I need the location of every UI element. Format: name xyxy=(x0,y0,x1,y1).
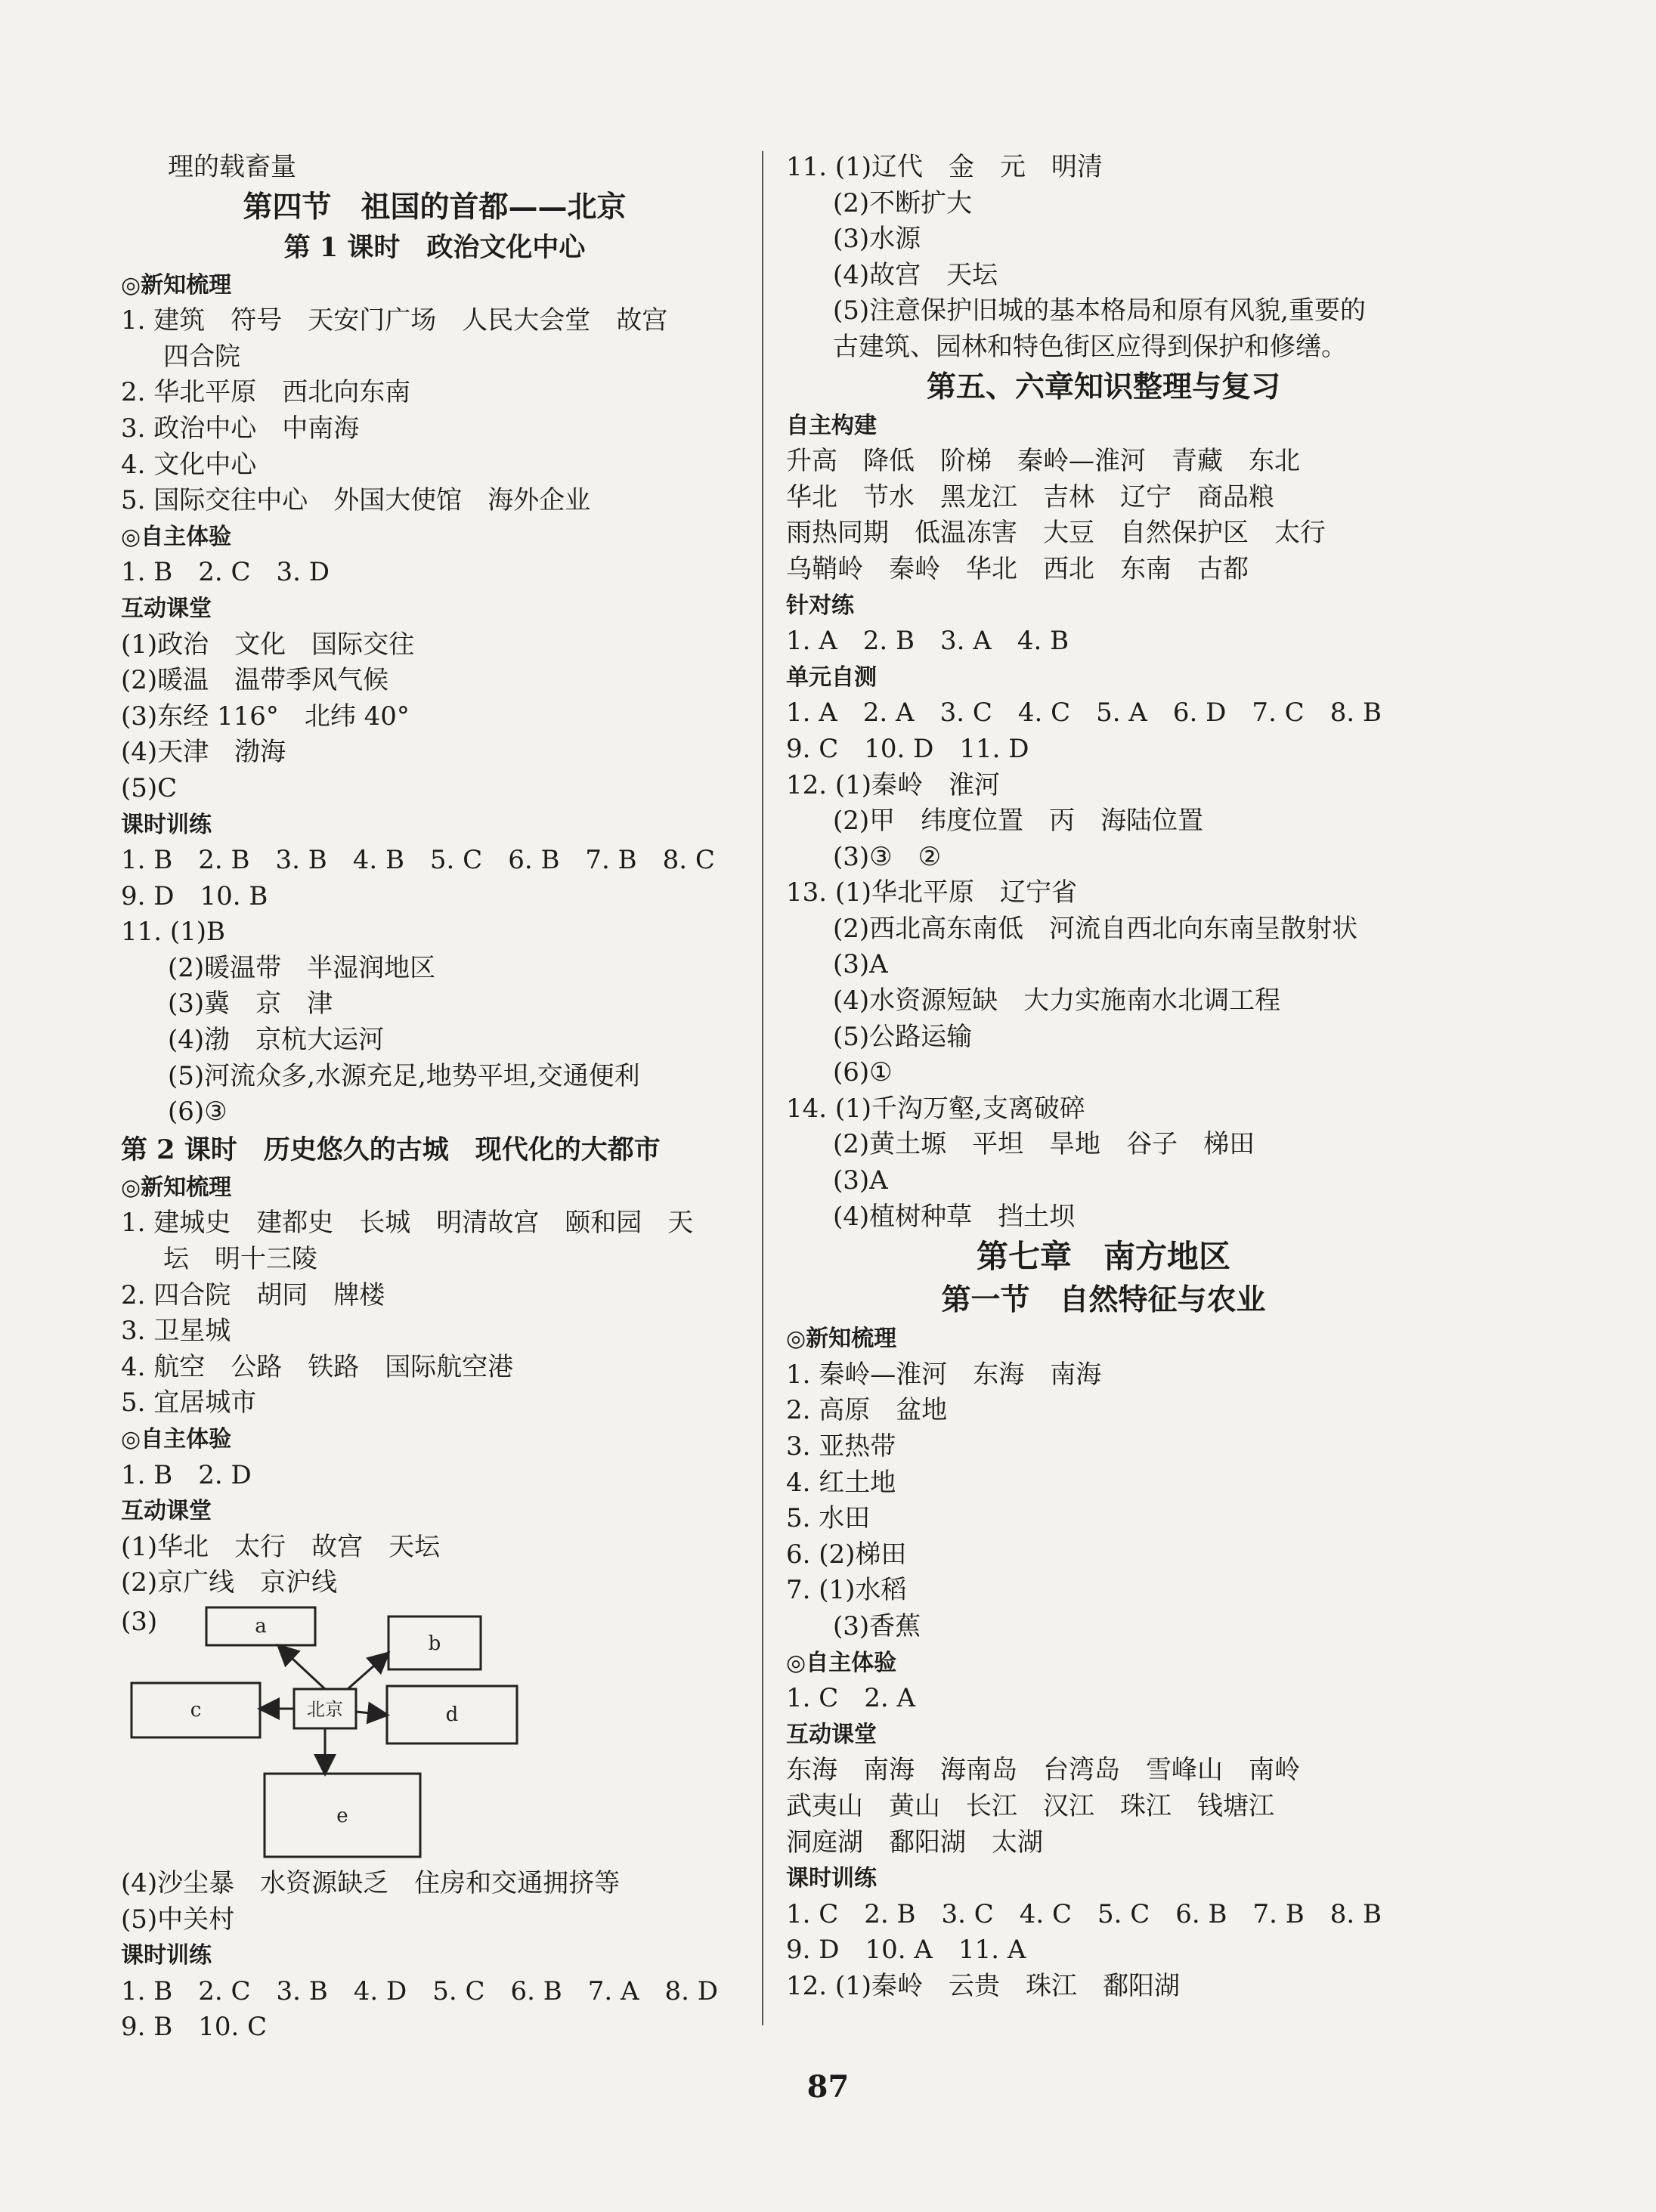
text-line: (2)暖温带 半湿润地区 xyxy=(168,952,436,983)
lesson-heading: 第 2 课时 历史悠久的古城 现代化的大都市 xyxy=(121,1134,661,1165)
text-line: 2. 高原 盆地 xyxy=(786,1395,948,1426)
diagram-label-e: e xyxy=(336,1804,348,1827)
text-line: (3)水源 xyxy=(833,224,921,255)
diagram-label-b: b xyxy=(428,1632,441,1655)
text-line: 华北 节水 黑龙江 吉林 辽宁 商品粮 xyxy=(786,481,1274,512)
text-line: 9. D 10. B xyxy=(121,880,268,911)
text-line: 14. (1)千沟万壑,支离破碎 xyxy=(786,1093,1085,1124)
text-line: 1. 秦岭—淮河 东海 南海 xyxy=(786,1359,1102,1390)
text-line: (4)沙尘暴 水资源缺乏 住房和交通拥挤等 xyxy=(121,1867,621,1898)
chapter-heading: 第七章 南方地区 xyxy=(976,1238,1230,1276)
column-divider xyxy=(762,151,763,2025)
left-column xyxy=(121,150,748,2046)
section-heading: 第一节 自然特征与农业 xyxy=(941,1282,1266,1318)
text-line: (6)① xyxy=(833,1057,893,1088)
beijing-diagram xyxy=(121,1601,748,1866)
text-line: (3)东经 116° 北纬 40° xyxy=(121,701,410,732)
text-line: (4)渤 京杭大运河 xyxy=(168,1025,385,1056)
text-line: (5)中关村 xyxy=(121,1904,235,1935)
text-line: 乌鞘岭 秦岭 华北 西北 东南 古都 xyxy=(786,553,1249,584)
text-line: 理的载畜量 xyxy=(168,152,296,182)
text-line: 1. 建筑 符号 天安门广场 人民大会堂 故宫 xyxy=(121,305,668,336)
diagram-label-d: d xyxy=(445,1703,459,1726)
text-line: 1. C 2. A xyxy=(786,1683,916,1714)
text-line: 9. C 10. D 11. D xyxy=(786,733,1029,764)
label-targeted-practice: 针对练 xyxy=(786,592,854,619)
label-new-knowledge: ◎新知梳理 xyxy=(121,271,232,299)
text-line: (5)公路运输 xyxy=(833,1021,973,1052)
text-line: (4)植树种草 挡土坝 xyxy=(833,1201,1076,1232)
text-line: 1. B 2. B 3. B 4. B 5. C 6. B 7. B 8. C xyxy=(121,845,715,876)
text-line: 东海 南海 海南岛 台湾岛 雪峰山 南岭 xyxy=(786,1755,1300,1786)
text-line: 9. D 10. A 11. A xyxy=(786,1935,1026,1966)
text-line: 坛 明十三陵 xyxy=(163,1244,317,1275)
text-line: (3)冀 京 津 xyxy=(168,988,333,1019)
section-heading: 第四节 祖国的首都——北京 xyxy=(243,189,627,224)
text-line: (4)故宫 天坛 xyxy=(833,259,998,290)
diagram-svg xyxy=(121,1601,748,1866)
label-interactive-class: 互动课堂 xyxy=(121,595,212,622)
text-line: (1)华北 太行 故宫 天坛 xyxy=(121,1531,441,1562)
review-heading: 第五、六章知识整理与复习 xyxy=(926,369,1280,404)
label-class-training: 课时训练 xyxy=(786,1865,877,1892)
text-line: 7. (1)水稻 xyxy=(786,1575,907,1606)
text-line: 2. 华北平原 西北向东南 xyxy=(121,377,411,408)
label-interactive-class: 互动课堂 xyxy=(786,1721,877,1748)
text-line: 1. C 2. B 3. C 4. C 5. C 6. B 7. B 8. B xyxy=(786,1898,1382,1929)
text-line: 武夷山 黄山 长江 汉江 珠江 钱塘江 xyxy=(786,1790,1274,1821)
label-new-knowledge: ◎新知梳理 xyxy=(121,1174,232,1201)
text-line: (5)注意保护旧城的基本格局和原有风貌,重要的 xyxy=(833,295,1366,326)
diagram-label-center: 北京 xyxy=(307,1698,343,1720)
text-line: (5)C xyxy=(121,772,178,803)
text-line: 5. 国际交往中心 外国大使馆 海外企业 xyxy=(121,485,591,516)
text-line: 12. (1)秦岭 淮河 xyxy=(786,769,1001,800)
text-line: 4. 红土地 xyxy=(786,1467,896,1498)
label-class-training: 课时训练 xyxy=(121,1942,212,1969)
page-number: 87 xyxy=(806,2069,850,2105)
text-line: (1)政治 文化 国际交往 xyxy=(121,629,415,660)
text-line: 雨热同期 低温冻害 大豆 自然保护区 太行 xyxy=(786,518,1326,549)
label-unit-test: 单元自测 xyxy=(786,664,877,691)
text-line: 12. (1)秦岭 云贵 珠江 鄱阳湖 xyxy=(786,1970,1181,2001)
text-line: 1. B 2. C 3. D xyxy=(121,557,330,588)
text-line: 5. 水田 xyxy=(786,1503,871,1534)
text-line: 古建筑、园林和特色街区应得到保护和修缮。 xyxy=(833,331,1347,362)
text-line: (2)不断扩大 xyxy=(833,187,973,218)
text-line: (6)③ xyxy=(168,1097,228,1128)
text-line: (3)③ ② xyxy=(833,841,942,872)
text-line: (3) xyxy=(121,1606,158,1637)
label-self-construct: 自主构建 xyxy=(786,412,877,439)
diagram-label-c: c xyxy=(190,1698,202,1722)
text-line: 1. A 2. B 3. A 4. B xyxy=(786,626,1069,657)
lesson-heading: 第 1 课时 政治文化中心 xyxy=(283,231,586,263)
text-line: 1. A 2. A 3. C 4. C 5. A 6. D 7. C 8. B xyxy=(786,698,1382,729)
text-line: 4. 文化中心 xyxy=(121,449,257,480)
text-line: 升高 降低 阶梯 秦岭—淮河 青藏 东北 xyxy=(786,446,1300,477)
text-line: (2)西北高东南低 河流自西北向东南呈散射状 xyxy=(833,913,1358,944)
text-line: 1. B 2. C 3. B 4. D 5. C 6. B 7. A 8. D xyxy=(121,1975,719,2006)
text-line: 2. 四合院 胡同 牌楼 xyxy=(121,1279,385,1310)
right-column xyxy=(786,150,1421,2005)
text-line: 11. (1)辽代 金 元 明清 xyxy=(786,152,1103,182)
text-line: (2)暖温 温带季风气候 xyxy=(121,665,389,696)
text-line: 13. (1)华北平原 辽宁省 xyxy=(786,877,1078,908)
label-self-experience: ◎自主体验 xyxy=(121,1426,232,1452)
text-line: (3)香蕉 xyxy=(833,1610,921,1641)
label-new-knowledge: ◎新知梳理 xyxy=(786,1326,897,1353)
text-line: 1. 建城史 建都史 长城 明清故宫 颐和园 天 xyxy=(121,1208,694,1239)
label-interactive-class: 互动课堂 xyxy=(121,1498,212,1525)
text-line: 洞庭湖 鄱阳湖 太湖 xyxy=(786,1827,1043,1858)
text-line: (4)天津 渤海 xyxy=(121,737,286,768)
text-line: 3. 政治中心 中南海 xyxy=(121,413,360,444)
text-line: 6. (2)梯田 xyxy=(786,1539,907,1570)
text-line: (3)A xyxy=(833,1165,888,1196)
text-line: 4. 航空 公路 铁路 国际航空港 xyxy=(121,1351,514,1382)
text-line: 四合院 xyxy=(163,341,240,372)
text-line: 3. 亚热带 xyxy=(786,1431,896,1462)
text-line: (4)水资源短缺 大力实施南水北调工程 xyxy=(833,985,1281,1016)
text-line: 5. 宜居城市 xyxy=(121,1388,257,1418)
text-line: (2)京广线 京沪线 xyxy=(121,1567,338,1598)
text-line: 9. B 10. C xyxy=(121,2012,268,2043)
label-self-experience: ◎自主体验 xyxy=(121,523,232,550)
label-class-training: 课时训练 xyxy=(121,811,212,838)
diagram-label-a: a xyxy=(255,1614,267,1638)
text-line: 3. 卫星城 xyxy=(121,1316,231,1347)
text-line: 1. B 2. D xyxy=(121,1459,252,1490)
text-line: (2)黄土塬 平坦 旱地 谷子 梯田 xyxy=(833,1129,1255,1160)
text-line: (2)甲 纬度位置 丙 海陆位置 xyxy=(833,806,1204,837)
label-self-experience: ◎自主体验 xyxy=(786,1649,897,1676)
text-line: (3)A xyxy=(833,949,888,980)
text-line: 11. (1)B xyxy=(121,917,226,948)
text-line: (5)河流众多,水源充足,地势平坦,交通便利 xyxy=(168,1060,640,1091)
